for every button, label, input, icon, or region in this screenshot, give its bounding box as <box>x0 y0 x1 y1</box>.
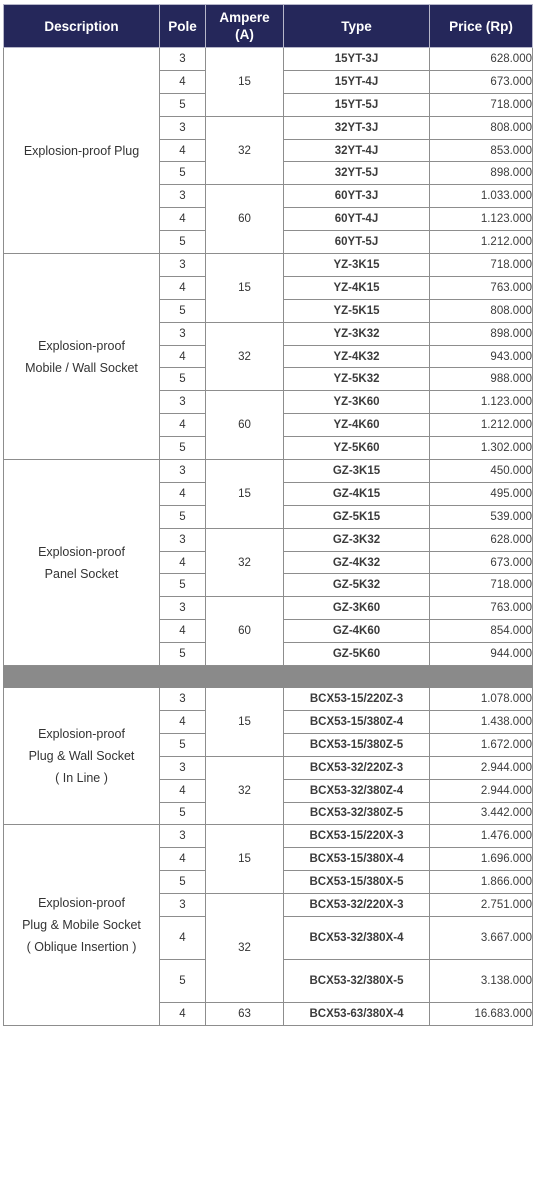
ampere-cell: 32 <box>206 894 284 1003</box>
pole-cell: 3 <box>160 597 206 620</box>
type-cell: BCX53-15/380X-5 <box>284 871 430 894</box>
table-row <box>4 688 533 711</box>
pole-cell: 3 <box>160 688 206 711</box>
table-row <box>4 254 533 277</box>
header-type: Type <box>284 5 430 48</box>
separator-cell <box>4 666 533 688</box>
type-cell: BCX53-32/380X-4 <box>284 916 430 959</box>
pole-cell: 3 <box>160 391 206 414</box>
type-cell: 15YT-5J <box>284 93 430 116</box>
pole-cell: 5 <box>160 368 206 391</box>
price-cell: 943.000 <box>430 345 533 368</box>
pole-cell: 4 <box>160 916 206 959</box>
type-cell: BCX53-32/380Z-4 <box>284 779 430 802</box>
pole-cell: 3 <box>160 825 206 848</box>
price-cell: 808.000 <box>430 299 533 322</box>
pole-cell: 5 <box>160 505 206 528</box>
type-cell: YZ-3K60 <box>284 391 430 414</box>
header-pole: Pole <box>160 5 206 48</box>
ampere-cell: 32 <box>206 322 284 391</box>
type-cell: BCX53-32/380Z-5 <box>284 802 430 825</box>
type-cell: BCX53-32/380X-5 <box>284 959 430 1002</box>
type-cell: BCX53-63/380X-4 <box>284 1002 430 1025</box>
description-line: Plug & Wall Socket <box>28 749 135 764</box>
type-cell: YZ-5K15 <box>284 299 430 322</box>
type-cell: BCX53-15/380X-4 <box>284 848 430 871</box>
header-description: Description <box>4 5 160 48</box>
pole-cell: 3 <box>160 756 206 779</box>
price-cell: 628.000 <box>430 528 533 551</box>
pole-cell: 5 <box>160 437 206 460</box>
pole-cell: 5 <box>160 643 206 666</box>
type-cell: GZ-3K60 <box>284 597 430 620</box>
price-cell: 3.138.000 <box>430 959 533 1002</box>
price-cell: 1.672.000 <box>430 733 533 756</box>
description-line: Panel Socket <box>44 566 119 581</box>
type-cell: GZ-3K15 <box>284 460 430 483</box>
type-cell: GZ-3K32 <box>284 528 430 551</box>
price-cell: 2.944.000 <box>430 779 533 802</box>
price-cell: 898.000 <box>430 162 533 185</box>
price-cell: 2.751.000 <box>430 894 533 917</box>
table-row <box>4 460 533 483</box>
ampere-cell: 32 <box>206 116 284 185</box>
pole-cell: 4 <box>160 345 206 368</box>
pole-cell: 4 <box>160 1002 206 1025</box>
price-cell: 718.000 <box>430 93 533 116</box>
type-cell: GZ-4K60 <box>284 620 430 643</box>
table-body <box>4 48 533 1026</box>
ampere-cell: 63 <box>206 1002 284 1025</box>
pole-cell: 4 <box>160 620 206 643</box>
type-cell: YZ-3K15 <box>284 254 430 277</box>
description-line: Plug & Mobile Socket <box>22 918 141 933</box>
price-cell: 1.123.000 <box>430 208 533 231</box>
type-cell: 60YT-3J <box>284 185 430 208</box>
pole-cell: 3 <box>160 116 206 139</box>
price-cell: 988.000 <box>430 368 533 391</box>
pole-cell: 3 <box>160 185 206 208</box>
pole-cell: 4 <box>160 414 206 437</box>
pole-cell: 3 <box>160 254 206 277</box>
pole-cell: 5 <box>160 802 206 825</box>
description-line: ( Oblique Insertion ) <box>26 940 137 955</box>
price-cell: 763.000 <box>430 597 533 620</box>
ampere-cell: 15 <box>206 254 284 323</box>
description-cell <box>4 254 160 460</box>
table-header-row <box>4 5 533 48</box>
header-ampere-label: Ampere <box>219 10 270 25</box>
price-cell: 808.000 <box>430 116 533 139</box>
type-cell: BCX53-15/220X-3 <box>284 825 430 848</box>
pole-cell: 4 <box>160 70 206 93</box>
type-cell: 15YT-4J <box>284 70 430 93</box>
price-cell: 763.000 <box>430 276 533 299</box>
price-cell: 1.866.000 <box>430 871 533 894</box>
pole-cell: 5 <box>160 871 206 894</box>
type-cell: 60YT-4J <box>284 208 430 231</box>
type-cell: BCX53-32/220Z-3 <box>284 756 430 779</box>
pole-cell: 5 <box>160 93 206 116</box>
type-cell: GZ-5K15 <box>284 505 430 528</box>
type-cell: BCX53-32/220X-3 <box>284 894 430 917</box>
pole-cell: 4 <box>160 551 206 574</box>
price-cell: 3.667.000 <box>430 916 533 959</box>
price-cell: 898.000 <box>430 322 533 345</box>
price-cell: 3.442.000 <box>430 802 533 825</box>
price-cell: 854.000 <box>430 620 533 643</box>
pole-cell: 5 <box>160 231 206 254</box>
section-separator <box>4 666 533 688</box>
price-table-container <box>3 4 533 1026</box>
pole-cell: 3 <box>160 894 206 917</box>
price-cell: 628.000 <box>430 48 533 71</box>
type-cell: BCX53-15/380Z-5 <box>284 733 430 756</box>
price-cell: 1.212.000 <box>430 231 533 254</box>
pole-cell: 4 <box>160 710 206 733</box>
price-cell: 539.000 <box>430 505 533 528</box>
price-cell: 1.476.000 <box>430 825 533 848</box>
pole-cell: 3 <box>160 48 206 71</box>
description-line: ( In Line ) <box>55 771 108 786</box>
table-row <box>4 48 533 71</box>
ampere-cell: 32 <box>206 528 284 597</box>
price-cell: 495.000 <box>430 482 533 505</box>
ampere-cell: 15 <box>206 825 284 894</box>
price-cell: 944.000 <box>430 643 533 666</box>
price-cell: 718.000 <box>430 574 533 597</box>
type-cell: YZ-5K32 <box>284 368 430 391</box>
pole-cell: 4 <box>160 482 206 505</box>
price-cell: 1.438.000 <box>430 710 533 733</box>
type-cell: 60YT-5J <box>284 231 430 254</box>
description-line: Explosion-proof <box>38 338 125 353</box>
type-cell: 32YT-5J <box>284 162 430 185</box>
pole-cell: 4 <box>160 276 206 299</box>
price-cell: 450.000 <box>430 460 533 483</box>
type-cell: YZ-3K32 <box>284 322 430 345</box>
price-cell: 1.123.000 <box>430 391 533 414</box>
ampere-cell: 60 <box>206 391 284 460</box>
pole-cell: 5 <box>160 733 206 756</box>
pole-cell: 5 <box>160 299 206 322</box>
description-line: Mobile / Wall Socket <box>25 360 138 375</box>
type-cell: GZ-5K32 <box>284 574 430 597</box>
price-cell: 16.683.000 <box>430 1002 533 1025</box>
price-cell: 1.302.000 <box>430 437 533 460</box>
type-cell: 15YT-3J <box>284 48 430 71</box>
ampere-cell: 15 <box>206 688 284 757</box>
ampere-cell: 15 <box>206 48 284 117</box>
price-cell: 718.000 <box>430 254 533 277</box>
ampere-cell: 32 <box>206 756 284 825</box>
pole-cell: 3 <box>160 322 206 345</box>
price-cell: 1.696.000 <box>430 848 533 871</box>
description-cell <box>4 688 160 825</box>
pole-cell: 4 <box>160 139 206 162</box>
type-cell: 32YT-4J <box>284 139 430 162</box>
description-line: Explosion-proof <box>38 727 125 742</box>
price-cell: 853.000 <box>430 139 533 162</box>
type-cell: YZ-4K32 <box>284 345 430 368</box>
description-line: Explosion-proof Plug <box>23 143 140 158</box>
pole-cell: 5 <box>160 959 206 1002</box>
type-cell: BCX53-15/380Z-4 <box>284 710 430 733</box>
ampere-cell: 60 <box>206 185 284 254</box>
price-cell: 673.000 <box>430 551 533 574</box>
price-cell: 1.078.000 <box>430 688 533 711</box>
price-cell: 673.000 <box>430 70 533 93</box>
price-cell: 2.944.000 <box>430 756 533 779</box>
type-cell: GZ-5K60 <box>284 643 430 666</box>
type-cell: BCX53-15/220Z-3 <box>284 688 430 711</box>
price-cell: 1.212.000 <box>430 414 533 437</box>
pole-cell: 5 <box>160 162 206 185</box>
type-cell: YZ-4K60 <box>284 414 430 437</box>
pole-cell: 4 <box>160 848 206 871</box>
description-line: Explosion-proof <box>38 896 125 911</box>
header-ampere <box>206 5 284 48</box>
type-cell: YZ-5K60 <box>284 437 430 460</box>
type-cell: YZ-4K15 <box>284 276 430 299</box>
table-row <box>4 825 533 848</box>
header-ampere-unit: (A) <box>235 27 254 42</box>
price-cell: 1.033.000 <box>430 185 533 208</box>
pole-cell: 3 <box>160 528 206 551</box>
price-table <box>3 4 533 1026</box>
description-line: Explosion-proof <box>38 544 125 559</box>
pole-cell: 5 <box>160 574 206 597</box>
type-cell: GZ-4K15 <box>284 482 430 505</box>
ampere-cell: 15 <box>206 460 284 529</box>
pole-cell: 4 <box>160 779 206 802</box>
header-price: Price (Rp) <box>430 5 533 48</box>
pole-cell: 4 <box>160 208 206 231</box>
description-cell <box>4 48 160 254</box>
description-cell <box>4 825 160 1025</box>
ampere-cell: 60 <box>206 597 284 666</box>
pole-cell: 3 <box>160 460 206 483</box>
type-cell: GZ-4K32 <box>284 551 430 574</box>
description-cell <box>4 460 160 666</box>
type-cell: 32YT-3J <box>284 116 430 139</box>
